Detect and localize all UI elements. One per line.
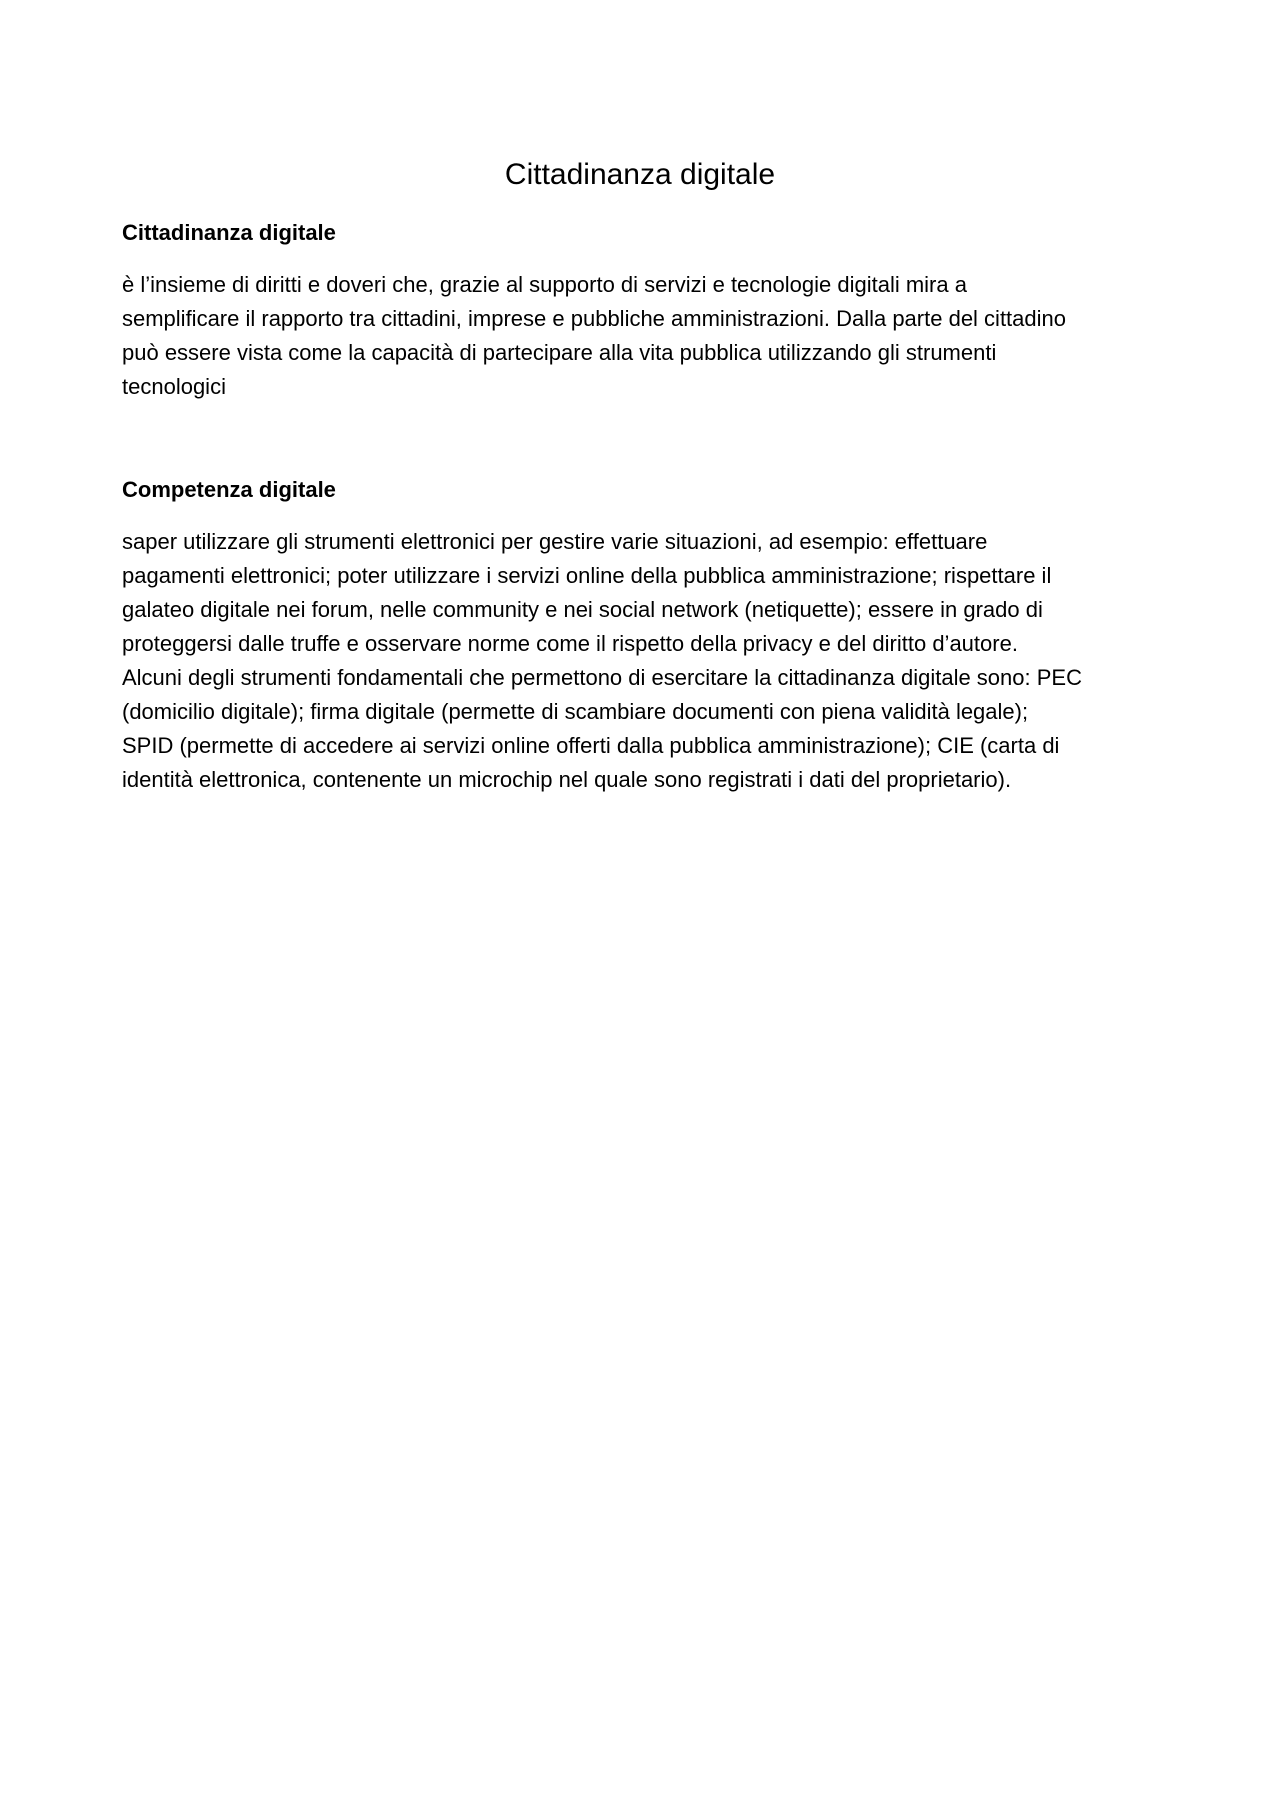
section-cittadinanza-body-block	[122, 268, 1172, 404]
section-cittadinanza-heading-block	[122, 218, 1172, 248]
section-body-text: saper utilizzare gli strumenti elettronici per gestire varie situazioni, ad esempio: effettuare pagamenti elettronici; poter utilizzare i servizi online della pubblica amministrazione; rispettare il galateo digitale nei forum, nelle community e nei social network (netiquette); essere in grado di proteggersi dalle truffe e osservare norme come il rispetto della privacy e del diritto d’autore. Alcuni degli strumenti fondamentali che permettono di esercitare la cittadinanza digitale sono: PEC (domicilio digitale); firma digitale (permette di scambiare documenti con piena validità legale); SPID (permette di accedere ai servizi online offerti dalla pubblica amministrazione); CIE (carta di identità elettronica, contenente un microchip nel quale sono registrati i dati del proprietario).	[122, 529, 1082, 792]
section-competenza-body-block	[122, 525, 1172, 797]
section-competenza-heading-block	[122, 475, 1172, 505]
section-heading: Competenza digitale	[122, 477, 336, 502]
section-heading: Cittadinanza digitale	[122, 220, 336, 245]
section-body-text: è l’insieme di diritti e doveri che, grazie al supporto di servizi e tecnologie digitali mira a semplificare il rapporto tra cittadini, imprese e pubbliche amministrazioni. Dalla parte del cittadino può essere vista come la capacità di partecipare alla vita pubblica utilizzando gli strumenti tecnologici	[122, 272, 1066, 399]
document-title: Cittadinanza digitale	[504, 158, 776, 191]
